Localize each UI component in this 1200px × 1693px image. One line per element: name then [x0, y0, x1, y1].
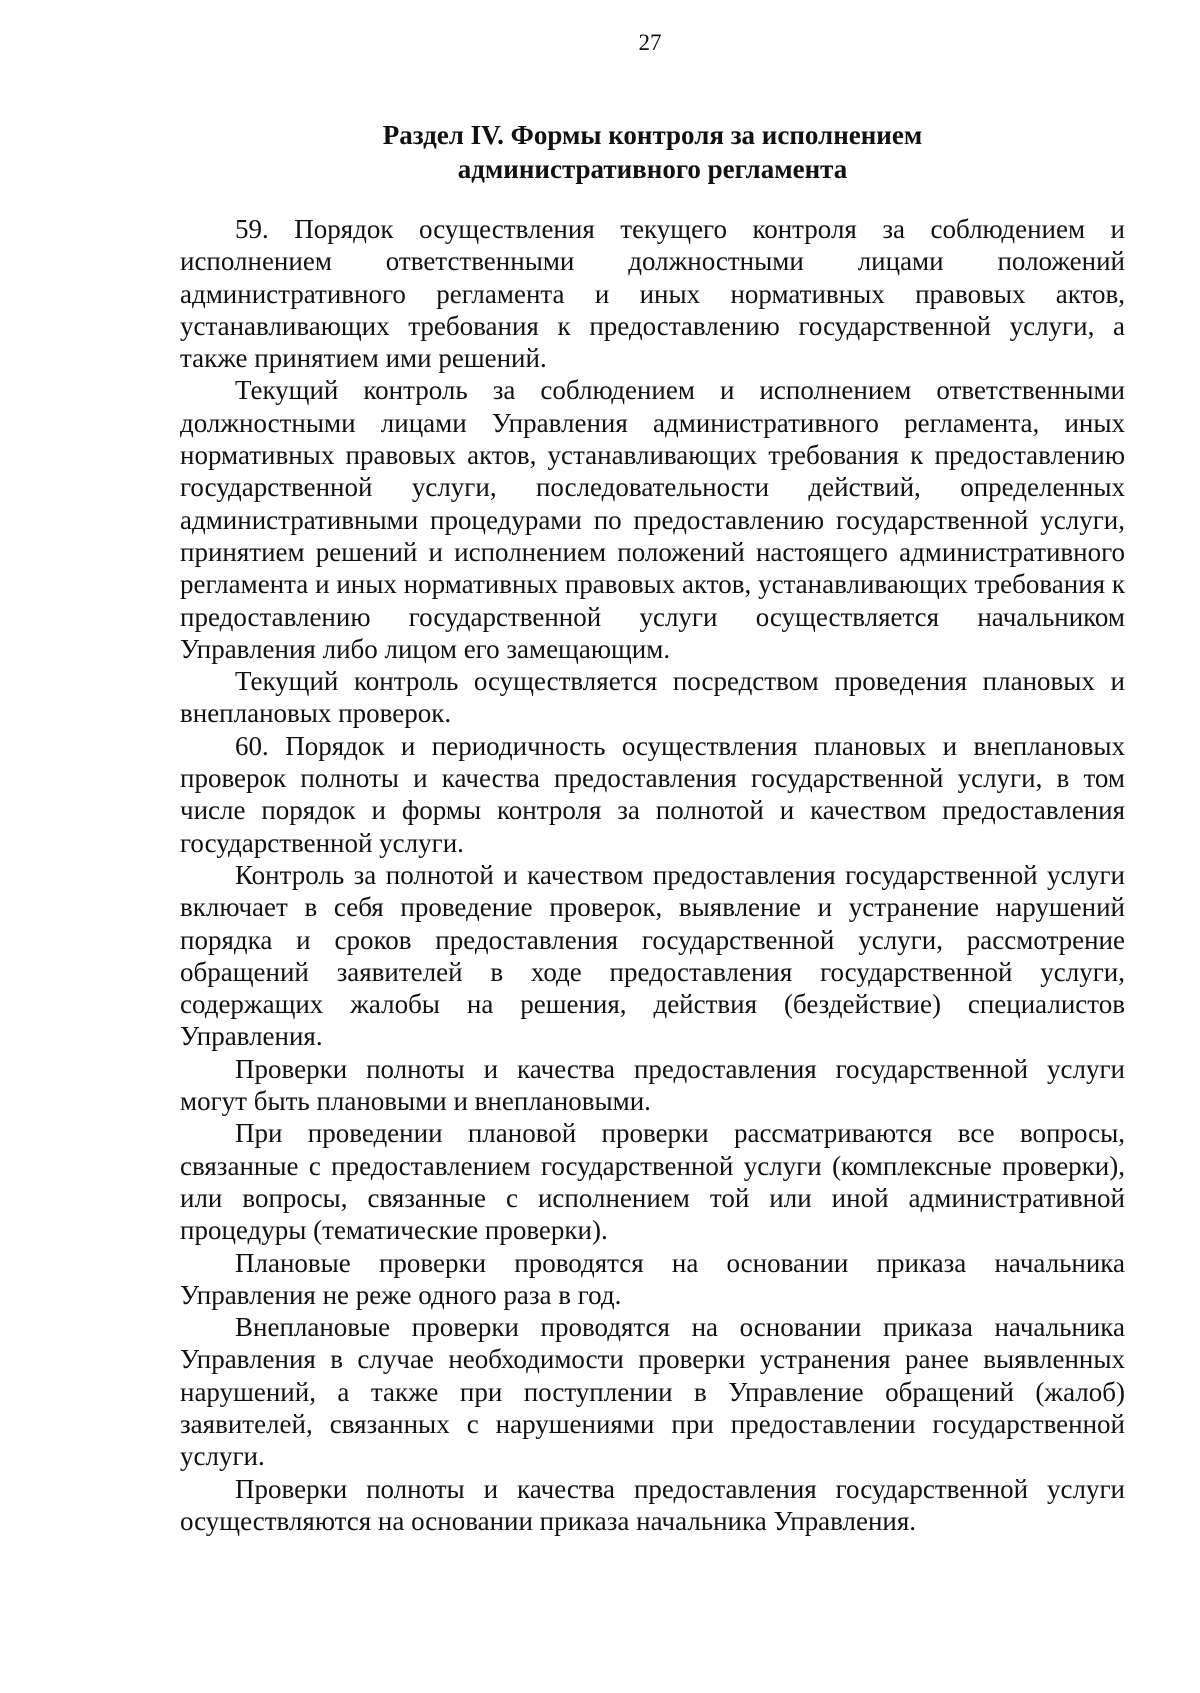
paragraph: 60. Порядок и периодичность осуществления плановых и внеплановых проверок полноты и качества предоставления государственной услуги, в том числе порядок и формы контроля за полнотой и качеством предоставления государственной услуги.: [180, 730, 1125, 858]
section-heading-line-1: Раздел IV. Формы контроля за исполнением: [382, 120, 923, 150]
paragraph: При проведении плановой проверки рассматриваются все вопросы, связанные с предоставлением государственной услуги (комплексные проверки), или вопросы, связанные с исполнением той или иной административной процедуры (тематические проверки).: [180, 1118, 1125, 1246]
paragraph: Внеплановые проверки проводятся на основании приказа начальника Управления в случае необходимости проверки устранения ранее выявленных нарушений, а также при поступлении в Управление обращений (жалоб) заявителей, связанных с нарушениями при предоставлении государственной услуги.: [180, 1312, 1125, 1472]
paragraph: Проверки полноты и качества предоставления государственной услуги могут быть плановыми и внеплановыми.: [180, 1053, 1125, 1117]
paragraph: Текущий контроль за соблюдением и исполнением ответственными должностными лицами Управления административного регламента, иных нормативных правовых актов, устанавливающих требования к предоставлению государственной услуги, последовательности действий, определенных административными процедурами по предоставлению государственной услуги, принятием решений и исполнением положений настоящего административного регламента и иных нормативных правовых актов, устанавливающих требования к предоставлению государственной услуги осуществляется начальником Управления либо лицом его замещающим.: [180, 375, 1125, 664]
page-number: 27: [638, 30, 662, 55]
paragraph: Контроль за полнотой и качеством предоставления государственной услуги включает в себя проведение проверок, выявление и устранение нарушений порядка и сроков предоставления государственной услуги, рассмотрение обращений заявителей в ходе предоставления государственной услуги, содержащих жалобы на решения, действия (бездействие) специалистов Управления.: [180, 859, 1125, 1052]
paragraph: Текущий контроль осуществляется посредством проведения плановых и внеплановых проверок.: [180, 666, 1125, 729]
section-heading-line-2: административного регламента: [457, 154, 848, 184]
section-heading: [180, 118, 1125, 186]
body-text: [180, 213, 1125, 1537]
paragraph: Плановые проверки проводятся на основании приказа начальника Управления не реже одного раза в год.: [180, 1247, 1125, 1310]
paragraph: Проверки полноты и качества предоставления государственной услуги осуществляются на основании приказа начальника Управления.: [180, 1473, 1125, 1536]
paragraph: 59. Порядок осуществления текущего контроля за соблюдением и исполнением ответственными должностными лицами положений административного регламента и иных нормативных правовых актов, устанавливающих требования к предоставлению государственной услуги, а также принятием ими решений.: [180, 214, 1125, 374]
